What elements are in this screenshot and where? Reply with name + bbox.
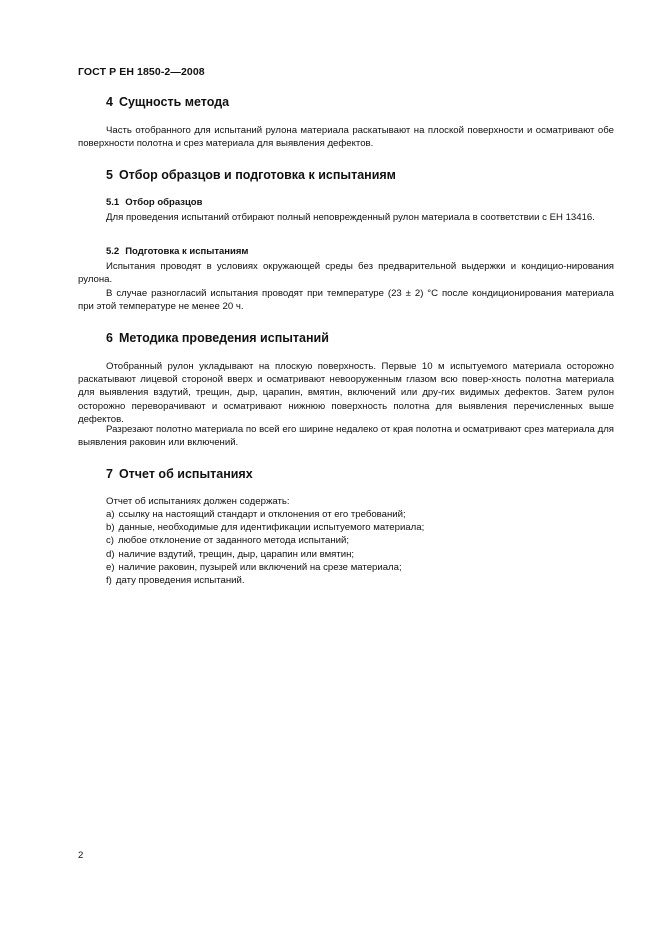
section-number: 7	[106, 467, 113, 481]
section-title: Отчет об испытаниях	[118, 467, 253, 481]
list-item	[106, 561, 424, 574]
section-title: Сущность метода	[118, 95, 230, 109]
section-number: 6	[106, 331, 113, 345]
list-item-text: дату проведения испытаний.	[115, 575, 245, 587]
list-marker: f)	[106, 575, 112, 587]
page-number: 2	[78, 850, 84, 861]
list-marker: c)	[106, 535, 114, 547]
section-6-paragraph-2: Разрезают полотно материала по всей его ширине недалеко от края полотна и осматривают срез материала для выявления раковин или включений.	[78, 424, 614, 449]
list-item	[106, 548, 424, 561]
section-4-heading	[106, 95, 229, 109]
list-marker: b)	[106, 522, 115, 534]
subsection-5-2-heading	[106, 246, 248, 257]
subsection-5-1-heading	[106, 197, 202, 208]
section-5-heading	[106, 168, 396, 182]
section-number: 4	[106, 95, 113, 109]
section-6-heading	[106, 331, 329, 345]
subsection-title: Отбор образцов	[125, 197, 203, 208]
section-title: Методика проведения испытаний	[118, 331, 329, 345]
report-contents-list	[106, 508, 424, 587]
list-item-text: любое отклонение от заданного метода испытаний;	[118, 535, 350, 547]
list-item	[106, 574, 424, 587]
subsection-number: 5.1	[106, 197, 120, 208]
list-item-text: данные, необходимые для идентификации испытуемого материала;	[118, 522, 425, 534]
section-title: Отбор образцов и подготовка к испытаниям	[118, 168, 396, 182]
list-marker: d)	[106, 548, 115, 560]
list-item-text: ссылку на настоящий стандарт и отклонения от его требований;	[118, 509, 406, 520]
list-item	[106, 521, 424, 534]
section-6-paragraph-1: Отобранный рулон укладывают на плоскую поверхность. Первые 10 м испытуемого материала осторожно раскатывают лицевой стороной вверх и осматривают невооруженным глазом всю повер-хность полотна материала для выявления вздутий, трещин, дыр, царапин, вмятин, включений или дру-гих видимых дефектов. Затем рулон осторожно переворачивают и осматривают нижнюю поверхность полотна для выявления перечисленных выше дефектов.	[78, 361, 614, 425]
list-marker: a)	[106, 509, 115, 520]
list-marker: e)	[106, 561, 115, 573]
section-7-heading	[106, 467, 253, 481]
list-item-text: наличие раковин, пузырей или включений на срезе материала;	[118, 561, 402, 573]
subsection-5-2-paragraph-1: Испытания проводят в условиях окружающей среды без предварительной выдержки и кондицио-нирования рулона.	[78, 261, 614, 286]
subsection-5-2-paragraph-2: В случае разногласий испытания проводят при температуре (23 ± 2) °С после кондиционирования материала при этой температуре не менее 20 ч.	[78, 288, 614, 313]
list-item-text: наличие вздутий, трещин, дыр, царапин или вмятин;	[118, 548, 355, 560]
section-number: 5	[106, 168, 113, 182]
section-7-intro: Отчет об испытаниях должен содержать:	[106, 496, 290, 507]
subsection-5-1-paragraph: Для проведения испытаний отбирают полный неповрежденный рулон материала в соответствии с ЕН 13416.	[106, 212, 595, 223]
section-4-paragraph: Часть отобранного для испытаний рулона материала раскатывают на плоской поверхности и осматривают обе поверхности полотна и срез материала для выявления дефектов.	[78, 125, 614, 150]
list-item	[106, 534, 424, 547]
list-item	[106, 508, 424, 521]
subsection-number: 5.2	[106, 246, 120, 257]
subsection-title: Подготовка к испытаниям	[125, 246, 249, 257]
document-header: ГОСТ Р ЕН 1850-2—2008	[78, 66, 205, 78]
